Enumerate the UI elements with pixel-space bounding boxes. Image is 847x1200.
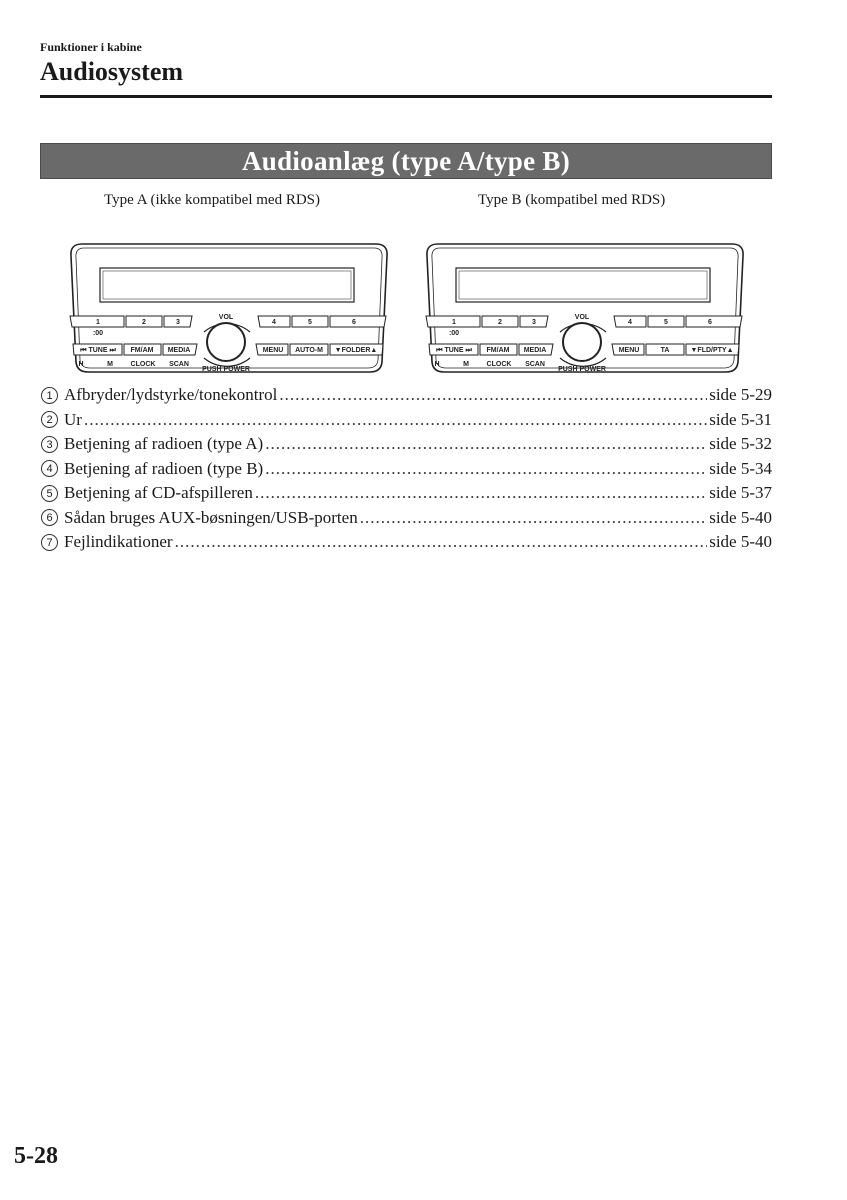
toc-page-ref: side 5-37 — [709, 483, 772, 502]
toc-page-ref: side 5-40 — [709, 507, 772, 527]
section-banner — [40, 143, 772, 179]
volume-knob — [207, 323, 245, 361]
audio-unit-type-b — [420, 238, 750, 378]
fld-pty-button-label: ▼FLD/PTY▲ — [690, 347, 734, 354]
clock-sub-label: :00 — [448, 330, 460, 337]
h-label: H — [78, 361, 84, 368]
auto-m-button-label: AUTO-M — [295, 347, 323, 354]
preset-5-label: 5 — [308, 319, 312, 326]
knob-sub-label: PUSH POWER — [202, 366, 250, 373]
toc-title: Ur — [64, 409, 82, 429]
dot-leader — [84, 408, 707, 433]
toc-item-5[interactable] — [40, 481, 772, 506]
preset-4-label: 4 — [628, 319, 632, 326]
item-number-badge: 5 — [41, 485, 58, 502]
toc-title: Sådan bruges AUX-bøsningen/USB-porten — [64, 507, 358, 527]
preset-buttons-right — [614, 316, 742, 327]
item-number-badge: 4 — [41, 460, 58, 477]
media-button-label: MEDIA — [167, 347, 191, 354]
knob-label: VOL — [218, 314, 234, 321]
preset-buttons-left — [426, 316, 548, 327]
item-number-badge: 3 — [41, 436, 58, 453]
clock-label: CLOCK — [486, 361, 512, 368]
item-number-badge: 7 — [41, 534, 58, 551]
chapter-rule — [40, 95, 772, 98]
knob-sub-label: PUSH POWER — [558, 366, 606, 373]
toc-title: Betjening af radioen (type A) — [64, 434, 264, 453]
clock-label: CLOCK — [130, 361, 156, 368]
toc-item-3[interactable] — [40, 432, 772, 457]
toc-item-1[interactable] — [40, 383, 772, 408]
dot-leader — [255, 481, 707, 506]
section-label: Funktioner i kabine — [40, 40, 142, 54]
tune-button-label: ⏮ TUNE ⏭ — [436, 347, 472, 354]
item-number-badge: 2 — [41, 411, 58, 428]
toc-title: Fejlindikationer — [64, 532, 173, 551]
chapter-title: Audiosystem — [40, 57, 184, 86]
display-screen — [456, 268, 710, 302]
preset-5-label: 5 — [664, 319, 668, 326]
preset-1-label: 1 — [96, 319, 100, 326]
preset-6-label: 6 — [708, 319, 712, 326]
toc-title: Betjening af CD-afspilleren — [64, 483, 253, 502]
item-number-badge: 6 — [41, 509, 58, 526]
folder-button-label: ▼FOLDER▲ — [334, 347, 378, 354]
preset-buttons-right — [258, 316, 386, 327]
dot-leader — [265, 457, 707, 482]
audio-unit-drawing — [420, 238, 750, 378]
toc-page-ref: side 5-29 — [709, 385, 772, 404]
preset-2-label: 2 — [498, 319, 502, 326]
toc-item-7[interactable] — [40, 530, 772, 555]
toc-page-ref: side 5-31 — [709, 409, 772, 429]
banner-title: Audioanlæg (type A/type B) — [241, 145, 571, 176]
toc-title: Betjening af radioen (type B) — [64, 458, 264, 478]
tune-button-label: ⏮ TUNE ⏭ — [80, 347, 116, 354]
page-number: 5-28 — [14, 1143, 58, 1169]
item-number-badge: 1 — [41, 387, 58, 404]
preset-6-label: 6 — [352, 319, 356, 326]
m-label: M — [107, 361, 113, 368]
volume-knob — [563, 323, 601, 361]
scan-label: SCAN — [525, 361, 545, 368]
dot-leader — [360, 506, 708, 531]
preset-3-label: 3 — [176, 319, 180, 326]
toc-item-4[interactable] — [40, 457, 772, 482]
ta-button-label: TA — [660, 347, 670, 354]
toc-title: Afbryder/lydstyrke/tonekontrol — [64, 385, 278, 404]
dot-leader — [279, 383, 707, 408]
preset-1-label: 1 — [452, 319, 456, 326]
preset-3-label: 3 — [532, 319, 536, 326]
toc-item-6[interactable] — [40, 506, 772, 531]
preset-buttons-left — [70, 316, 192, 327]
audio-unit-drawing — [64, 238, 394, 378]
toc-item-2[interactable] — [40, 408, 772, 433]
clock-sub-label: :00 — [92, 330, 104, 337]
table-of-contents — [40, 383, 772, 555]
scan-label: SCAN — [169, 361, 189, 368]
audio-unit-type-a — [64, 238, 394, 378]
type-a-caption: Type A (ikke kompatibel med RDS) — [104, 192, 321, 208]
toc-page-ref: side 5-34 — [709, 458, 772, 478]
dot-leader — [265, 432, 707, 457]
menu-button-label: MENU — [618, 347, 640, 354]
fmam-button-label: FM/AM — [130, 347, 154, 354]
toc-page-ref: side 5-32 — [709, 434, 772, 453]
toc-page-ref: side 5-40 — [709, 532, 772, 551]
m-label: M — [463, 361, 469, 368]
display-screen — [100, 268, 354, 302]
type-b-caption: Type B (kompatibel med RDS) — [478, 192, 666, 208]
knob-label: VOL — [574, 314, 590, 321]
menu-button-label: MENU — [262, 347, 284, 354]
media-button-label: MEDIA — [523, 347, 547, 354]
preset-2-label: 2 — [142, 319, 146, 326]
fmam-button-label: FM/AM — [486, 347, 510, 354]
preset-4-label: 4 — [272, 319, 276, 326]
dot-leader — [175, 530, 708, 555]
h-label: H — [434, 361, 440, 368]
